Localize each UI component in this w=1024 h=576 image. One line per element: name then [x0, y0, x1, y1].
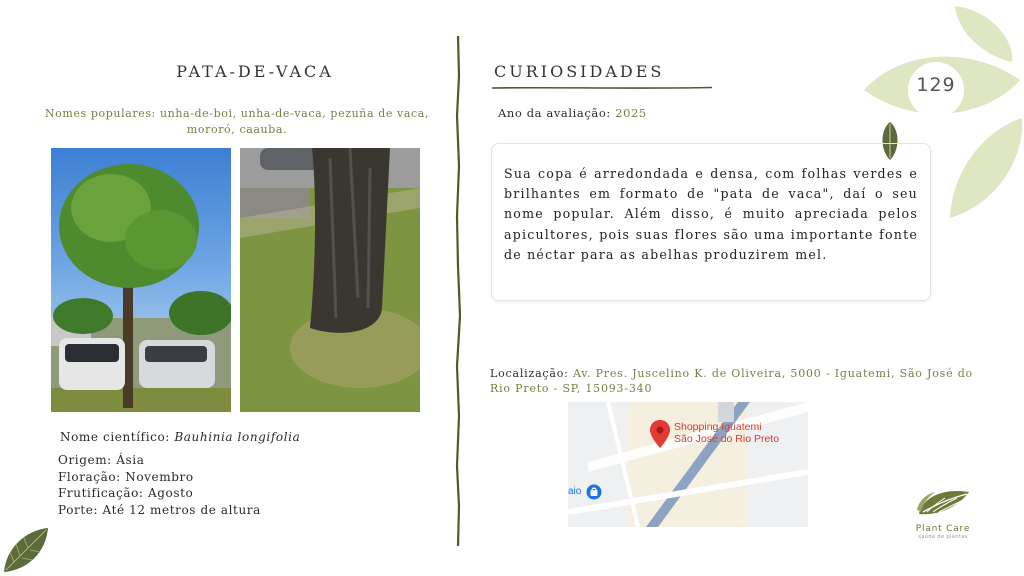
description-card — [491, 143, 931, 301]
plant-title: PATA-DE-VACA — [176, 62, 334, 81]
section-title: CURIOSIDADES — [494, 62, 665, 81]
map-place-line1: Shopping Iguatemi — [674, 421, 762, 433]
logo-name: Plant Care — [915, 524, 971, 534]
location-pin-icon — [650, 420, 670, 448]
plant-care-logo — [905, 486, 981, 544]
shopping-bag-icon — [586, 484, 602, 500]
map-place-line2: São José do Rio Preto — [674, 433, 780, 445]
page-number: 129 — [916, 74, 956, 96]
evaluation-year-label: Ano da avaliação: — [498, 106, 611, 120]
location-label: Localização: — [490, 367, 569, 380]
bottom-leaf-icon — [0, 524, 52, 576]
location-value: Av. Pres. Juscelino K. de Oliveira, 5000 - Iguatemi, São José do Rio Preto - SP, 15093-340 — [490, 367, 973, 395]
scientific-name-label: Nome científico: — [60, 430, 170, 444]
location-map[interactable] — [568, 402, 808, 527]
location — [490, 366, 980, 396]
flowering: Floração: Novembro — [58, 469, 194, 484]
evaluation-year-value: 2025 — [615, 106, 647, 120]
scientific-name-value: Bauhinia longifolia — [174, 430, 301, 444]
map-fragment-label — [568, 486, 581, 497]
map-place-label — [674, 421, 779, 445]
popular-names — [32, 106, 442, 138]
plant-facts — [58, 452, 261, 518]
fruiting: Frutificação: Agosto — [58, 486, 194, 500]
size: Porte: Até 12 metros de altura — [58, 502, 261, 517]
tree-photo — [51, 148, 231, 412]
column-divider — [452, 36, 464, 546]
map-fragment-text: aio — [568, 486, 582, 497]
origin: Origem: Ásia — [58, 453, 145, 467]
description-text: Sua copa é arredondada e densa, com folhas verdes e brilhantes em formato de "pata de vaca", daí o seu nome popular. Além disso, é muito apreciada pelos apicultores, pois suas flores são uma importante fonte de néctar para as abelhas produzirem mel. — [504, 166, 918, 262]
title-underline — [492, 86, 712, 90]
popular-names-value: unha-de-boi, unha-de-vaca, pezuña de vaca, mororó, caauba. — [159, 107, 430, 136]
trunk-photo — [240, 148, 420, 412]
logo-leaf-icon — [915, 486, 971, 518]
evaluation-year — [498, 106, 647, 120]
logo-tagline: saúde de plantas — [918, 534, 968, 540]
popular-names-label: Nomes populares: — [44, 107, 156, 120]
scientific-name — [60, 430, 300, 444]
